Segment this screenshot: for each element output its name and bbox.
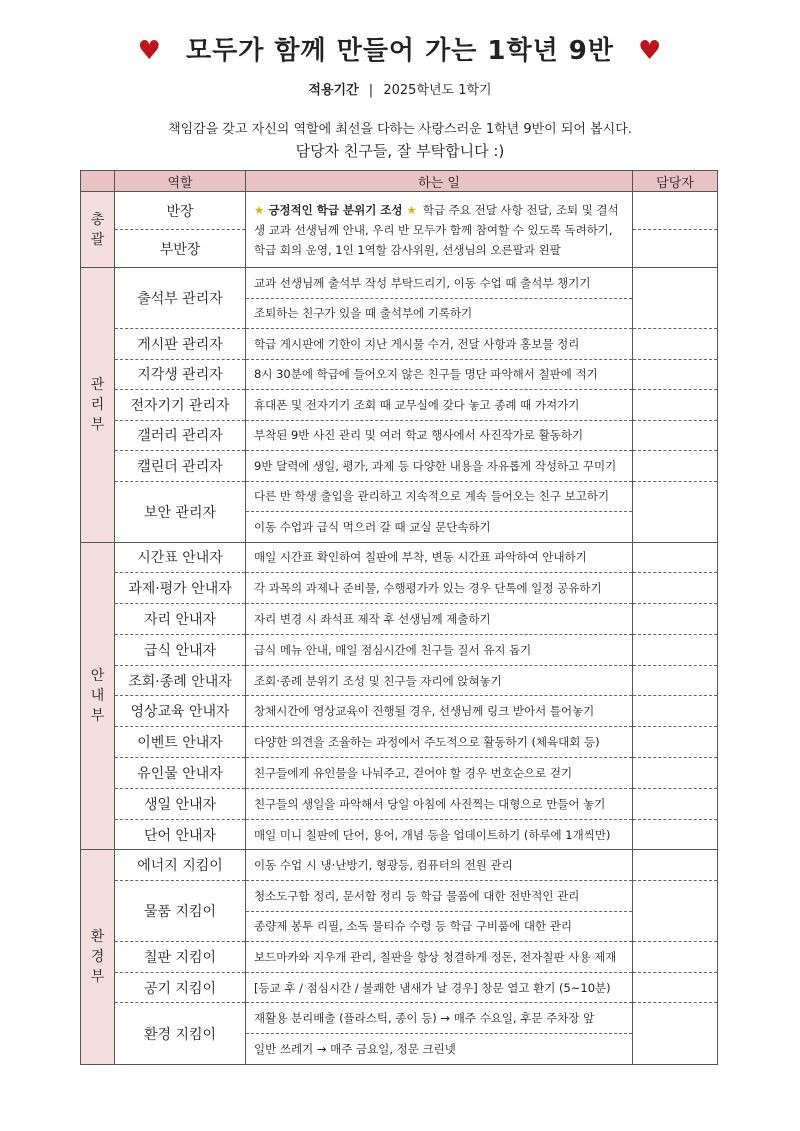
assignee-cell[interactable] bbox=[633, 573, 718, 604]
header-assignee: 담당자 bbox=[633, 171, 718, 192]
assignee-cell[interactable] bbox=[633, 972, 718, 1003]
assignee-cell[interactable] bbox=[633, 604, 718, 635]
dept-general: 총 괄 bbox=[81, 192, 115, 268]
table-row bbox=[81, 665, 718, 696]
task-text: 학급 주요 전달 사항 전달, 조퇴 및 결석생 교과 선생님께 안내, 우리 반 모두가 함께 참여할 수 있도록 독려하기, 학급 회의 운영, 1인 1역할 감사위원, 선생님의 오른팔과 왼팔 bbox=[254, 202, 619, 257]
role-table bbox=[80, 170, 718, 1065]
role-cell: 부반장 bbox=[115, 230, 246, 268]
title-text: 모두가 함께 만들어 가는 1학년 9반 bbox=[186, 36, 614, 66]
assignee-cell[interactable] bbox=[633, 850, 718, 881]
assignee-cell[interactable] bbox=[633, 758, 718, 789]
role-cell: 이벤트 안내자 bbox=[115, 727, 246, 758]
page-title bbox=[0, 30, 800, 67]
table-row bbox=[81, 390, 718, 421]
assignee-cell[interactable] bbox=[633, 230, 718, 268]
table-row bbox=[81, 542, 718, 573]
task-cell: 다양한 의견을 조율하는 과정에서 주도적으로 활동하기 (체육대회 등) bbox=[246, 727, 633, 758]
role-cell: 출석부 관리자 bbox=[115, 268, 246, 329]
table-row bbox=[81, 881, 718, 912]
heart-icon: ♥ bbox=[638, 36, 663, 66]
assignee-cell[interactable] bbox=[633, 542, 718, 573]
header-task: 하는 일 bbox=[246, 171, 633, 192]
task-cell: 휴대폰 및 전자기기 조회 때 교무실에 갖다 놓고 종례 때 가져가기 bbox=[246, 390, 633, 421]
table-row bbox=[81, 329, 718, 360]
star-icon: ★ bbox=[406, 202, 417, 217]
role-cell: 캘린더 관리자 bbox=[115, 451, 246, 482]
assignee-cell[interactable] bbox=[633, 942, 718, 973]
period-divider: | bbox=[368, 83, 374, 98]
table-row bbox=[81, 268, 718, 299]
role-cell: 조회·종례 안내자 bbox=[115, 665, 246, 696]
assignee-cell[interactable] bbox=[633, 420, 718, 451]
period-line bbox=[0, 79, 800, 98]
table-row bbox=[81, 604, 718, 635]
role-cell: 전자기기 관리자 bbox=[115, 390, 246, 421]
role-cell: 유인물 안내자 bbox=[115, 758, 246, 789]
role-cell: 단어 안내자 bbox=[115, 819, 246, 850]
header-role: 역할 bbox=[115, 171, 246, 192]
assignee-cell[interactable] bbox=[633, 634, 718, 665]
role-cell: 물품 지킴이 bbox=[115, 881, 246, 942]
role-cell: 시간표 안내자 bbox=[115, 542, 246, 573]
table-row bbox=[81, 942, 718, 973]
assignee-cell[interactable] bbox=[633, 268, 718, 329]
table-row bbox=[81, 359, 718, 390]
assignee-cell[interactable] bbox=[633, 192, 718, 230]
task-cell: 교과 선생님께 출석부 작성 부탁드리기, 이동 수업 때 출석부 챙기기 bbox=[246, 268, 633, 299]
task-cell: 매일 시간표 확인하여 칠판에 부착, 변동 시간표 파악하여 안내하기 bbox=[246, 542, 633, 573]
assignee-cell[interactable] bbox=[633, 359, 718, 390]
period-value: 2025학년도 1학기 bbox=[383, 83, 492, 98]
table-row bbox=[81, 819, 718, 850]
table-row bbox=[81, 696, 718, 727]
task-cell: 보드마카와 지우개 관리, 칠판을 항상 청결하게 정돈, 전자칠판 사용 제재 bbox=[246, 942, 633, 973]
task-cell: 매일 미니 칠판에 단어, 용어, 개념 등을 업데이트하기 (하루에 1개씩만) bbox=[246, 819, 633, 850]
table-row bbox=[81, 573, 718, 604]
dept-env: 환 경 부 bbox=[81, 850, 115, 1064]
task-cell: 이동 수업과 급식 먹으러 갈 때 교실 문단속하기 bbox=[246, 512, 633, 543]
role-cell: 에너지 지킴이 bbox=[115, 850, 246, 881]
table-row bbox=[81, 972, 718, 1003]
period-label: 적용기간 bbox=[308, 83, 359, 98]
table-row bbox=[81, 758, 718, 789]
assignee-cell[interactable] bbox=[633, 727, 718, 758]
role-cell: 공기 지킴이 bbox=[115, 972, 246, 1003]
task-cell: 청소도구함 정리, 문서함 정리 등 학급 물품에 대한 전반적인 관리 bbox=[246, 881, 633, 912]
task-cell bbox=[246, 192, 633, 268]
task-cell: 9반 달력에 생일, 평가, 과제 등 다양한 내용을 자유롭게 작성하고 꾸미기 bbox=[246, 451, 633, 482]
role-cell: 지각생 관리자 bbox=[115, 359, 246, 390]
assignee-cell[interactable] bbox=[633, 819, 718, 850]
task-cell: 창체시간에 영상교육이 진행될 경우, 선생님께 링크 받아서 틀어놓기 bbox=[246, 696, 633, 727]
task-cell: 학급 게시판에 기한이 지난 게시물 수거, 전달 사항과 홍보물 정리 bbox=[246, 329, 633, 360]
role-cell: 환경 지킴이 bbox=[115, 1003, 246, 1064]
table-row bbox=[81, 634, 718, 665]
assignee-cell[interactable] bbox=[633, 665, 718, 696]
task-cell: 다른 반 학생 출입을 관리하고 지속적으로 계속 들어오는 친구 보고하기 bbox=[246, 481, 633, 512]
assignee-cell[interactable] bbox=[633, 696, 718, 727]
role-cell: 보안 관리자 bbox=[115, 481, 246, 542]
task-cell: 친구들의 생일을 파악해서 당일 아침에 사진찍는 대형으로 만들어 놓기 bbox=[246, 788, 633, 819]
table-row bbox=[81, 420, 718, 451]
role-cell: 반장 bbox=[115, 192, 246, 230]
table-row bbox=[81, 1003, 718, 1034]
assignee-cell[interactable] bbox=[633, 481, 718, 542]
table-row bbox=[81, 850, 718, 881]
intro-line-2: 담당자 친구들, 잘 부탁합니다 :) bbox=[295, 142, 505, 160]
task-cell: 자리 변경 시 좌석표 제작 후 선생님께 제출하기 bbox=[246, 604, 633, 635]
dept-admin: 관 리 부 bbox=[81, 268, 115, 543]
table-header-row bbox=[81, 171, 718, 192]
dept-guide: 안 내 부 bbox=[81, 542, 115, 850]
task-cell: 친구들에게 유인물을 나눠주고, 걷어야 할 경우 번호순으로 걷기 bbox=[246, 758, 633, 789]
task-cell: 부착된 9반 사진 관리 및 여러 학교 행사에서 사진작가로 활동하기 bbox=[246, 420, 633, 451]
header-dept bbox=[81, 171, 115, 192]
table-body bbox=[81, 192, 718, 1065]
assignee-cell[interactable] bbox=[633, 881, 718, 942]
task-cell: 일반 쓰레기 → 매주 금요일, 정문 크린넷 bbox=[246, 1034, 633, 1065]
role-cell: 갤러리 관리자 bbox=[115, 420, 246, 451]
task-cell: 각 과목의 과제나 준비물, 수행평가가 있는 경우 단톡에 일정 공유하기 bbox=[246, 573, 633, 604]
task-cell: 종량제 봉투 리필, 소독 물티슈 수령 등 학급 구비품에 대한 관리 bbox=[246, 911, 633, 942]
role-cell: 생일 안내자 bbox=[115, 788, 246, 819]
intro-line-1: 책임감을 갖고 자신의 역할에 최선을 다하는 사랑스러운 1학년 9반이 되어 봅시다. bbox=[168, 122, 632, 137]
role-cell: 칠판 지킴이 bbox=[115, 942, 246, 973]
table-row bbox=[81, 788, 718, 819]
task-cell: 8시 30분에 학급에 들어오지 않은 친구들 명단 파악해서 칠판에 적기 bbox=[246, 359, 633, 390]
role-cell: 과제·평가 안내자 bbox=[115, 573, 246, 604]
task-highlight: 긍정적인 학급 분위기 조성 bbox=[268, 202, 403, 217]
role-cell: 자리 안내자 bbox=[115, 604, 246, 635]
task-cell: 조회·종례 분위기 조성 및 친구들 자리에 앉혀놓기 bbox=[246, 665, 633, 696]
role-cell: 급식 안내자 bbox=[115, 634, 246, 665]
heart-icon: ♥ bbox=[137, 36, 162, 66]
table-row bbox=[81, 451, 718, 482]
role-cell: 영상교육 안내자 bbox=[115, 696, 246, 727]
table-row bbox=[81, 727, 718, 758]
assignee-cell[interactable] bbox=[633, 329, 718, 360]
role-cell: 게시판 관리자 bbox=[115, 329, 246, 360]
star-icon: ★ bbox=[254, 202, 265, 217]
task-cell: 조퇴하는 친구가 있을 때 출석부에 기록하기 bbox=[246, 298, 633, 329]
table-row bbox=[81, 192, 718, 230]
assignee-cell[interactable] bbox=[633, 788, 718, 819]
task-cell: 재활용 분리배출 (플라스틱, 종이 등) → 매주 수요일, 후문 주차장 앞 bbox=[246, 1003, 633, 1034]
task-cell: 이동 수업 시 냉·난방기, 형광등, 컴퓨터의 전원 관리 bbox=[246, 850, 633, 881]
task-cell: 급식 메뉴 안내, 매일 점심시간에 친구들 질서 유지 돕기 bbox=[246, 634, 633, 665]
assignee-cell[interactable] bbox=[633, 1003, 718, 1064]
table-row bbox=[81, 481, 718, 512]
assignee-cell[interactable] bbox=[633, 390, 718, 421]
task-cell: [등교 후 / 점심시간 / 불쾌한 냄새가 날 경우] 창문 열고 환기 (5~10분) bbox=[246, 972, 633, 1003]
assignee-cell[interactable] bbox=[633, 451, 718, 482]
